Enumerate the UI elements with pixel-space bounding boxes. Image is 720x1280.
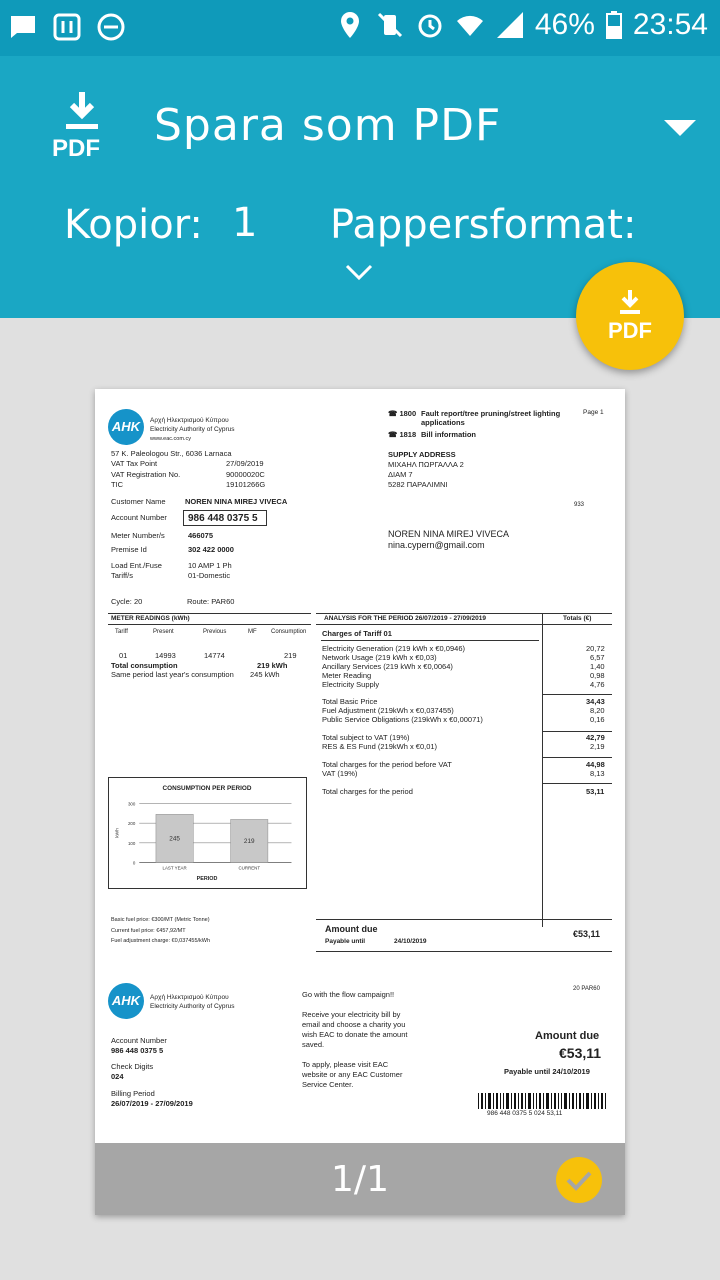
page-preview[interactable] [95,389,625,1215]
premise-id: 302 422 0000 [188,545,234,554]
fuel-note1: Basic fuel price: €300/MT (Metric Tonne) [111,917,210,923]
charge-label: Electricity Generation (219 kWh x €0,0946) [322,644,465,653]
recipient-email: nina.cypern@gmail.com [388,540,485,550]
tariff-label: Tariff/s [111,571,133,580]
paper-size-label[interactable]: Pappersformat: [330,202,637,248]
meter-number: 466075 [188,531,214,540]
x-tick-label: CURRENT [238,865,261,871]
location-icon [335,10,365,40]
signal-icon [495,10,525,40]
subject-vat-label: Total subject to VAT (19%) [322,733,410,742]
pdf-icon-label: PDF [52,135,100,162]
consumption-chart [108,777,307,889]
account-number: 986 448 0375 5 [188,513,258,524]
org-name-en-stub: Electricity Authority of Cyprus [150,1003,235,1010]
vat-reg-label: VAT Registration No. [111,470,181,479]
charge-value: 1,40 [590,662,605,671]
charge-value: 20,72 [586,644,605,653]
recipient-name: NOREN NINA MIREJ VIVECA [388,529,510,539]
vat: 8,13 [590,769,605,778]
vat-label: VAT (19%) [322,769,358,778]
customer-name-label: Customer Name [111,497,166,506]
x-tick-label: LAST YEAR [162,865,187,871]
save-pdf-button[interactable] [576,262,684,370]
phone2: ☎ 1818 [388,430,417,439]
charge-label: Meter Reading [322,671,372,680]
cycle-value: 20 [133,597,143,606]
load-value: 10 AMP 1 Ph [188,561,232,570]
wifi-icon [455,10,485,40]
fuel-adj-label: Fuel Adjustment (219kWh x €0,037455) [322,706,454,715]
barcode-text: 986 448 0375 5 024 53,11 [487,1110,563,1117]
total-consumption-label: Total consumption [111,661,178,670]
mr-cell: 219 [284,651,297,660]
charge-value: 4,76 [590,680,605,689]
phone2-number: 1818 [399,430,417,439]
route-value: PAR60 [211,597,235,606]
copies-input[interactable]: 1 [232,200,258,246]
amount-due: €53,11 [573,929,601,939]
vat-reg: 90000020C [226,470,265,479]
status-bar [0,0,720,56]
supply-address-label: SUPPLY ADDRESS [388,450,456,459]
charge-value: 6,57 [590,653,605,662]
chevron-down-icon[interactable] [344,262,374,282]
stub-period: 26/07/2019 - 27/09/2019 [111,1099,193,1108]
res: 2,19 [590,742,605,751]
settings-app-icon [52,12,82,42]
message-icon [8,12,38,42]
phone1: ☎ 1800 [388,409,417,418]
payable-date: 24/10/2019 [394,938,427,945]
stub-check: 024 [111,1072,124,1081]
code-933: 933 [574,502,585,508]
eac-logo: AHK [108,409,144,445]
basic-price-label: Total Basic Price [322,697,378,706]
basic-price: 34,43 [586,697,605,706]
mr-header: MF [248,629,257,635]
supply-line3: 5282 ΠΑΡΑΛΙΜΝΙ [388,480,448,489]
barcode [478,1093,608,1109]
clock: 23:54 [632,8,708,41]
stub-code: 20 PAR60 [573,986,600,992]
org-name-en: Electricity Authority of Cyprus [150,426,235,433]
flow-line8: Service Center. [302,1080,354,1089]
res-label: RES & ES Fund (219kWh x €0,01) [322,742,438,751]
charge-label: Network Usage (219 kWh x €0,03) [322,653,437,662]
same-period: 245 kWh [250,670,280,679]
org-name-gr: Αρχή Ηλεκτρισμού Κύπρου [150,417,229,424]
charge-value: 0,98 [590,671,605,680]
phone1-text: Fault report/tree pruning/street lighting applications [421,409,561,427]
bar-value-label: 219 [243,837,255,845]
flow-line4: wish EAC to donate the amount [302,1030,408,1039]
org-name-gr-stub: Αρχή Ηλεκτρισμού Κύπρου [150,994,229,1001]
supply-line2: ΔΙΑΜ 7 [388,470,413,479]
flow-line1: Go with the flow campaign!! [302,990,395,999]
pdf-download-icon [52,92,112,162]
page-selected-checkbox[interactable] [556,1157,602,1203]
charges-label: Charges of Tariff 01 [322,629,392,638]
mr-header: Present [153,629,174,635]
mr-cell: 14993 [155,651,176,660]
account-label: Account Number [111,513,167,522]
x-axis-label: PERIOD [196,876,218,883]
pso-label: Public Service Obligations (219kWh x €0,00071) [322,715,483,724]
customer-name: NOREN NINA MIREJ VIVECA [185,497,288,506]
mr-cell: 01 [119,651,128,660]
y-tick-label: 100 [127,840,136,846]
premise-label: Premise Id [111,545,147,554]
cycle-label: Cycle: [111,597,132,606]
tariff-value: 01-Domestic [188,571,231,580]
dropdown-arrow-icon[interactable] [664,120,696,136]
org-web: www.eac.com.cy [150,436,191,442]
org-address: 57 K. Paleologou Str., 6036 Larnaca [111,449,232,458]
fuel-note2: Current fuel price: €457,92/MT [111,928,186,934]
page-indicator-bar [95,1143,625,1215]
charge-label: Ancillary Services (219 kWh x €0,0064) [322,662,453,671]
stub-check-label: Check Digits [111,1062,154,1071]
bar-value-label: 245 [169,835,180,843]
pso: 0,16 [590,715,605,724]
y-tick-label: 300 [127,801,136,807]
route-label: Route: [187,597,210,606]
totals-label: Totals (€) [563,615,592,622]
eac-logo-stub: AHK [108,983,144,1019]
vibrate-mute-icon [375,10,405,40]
checkmark-icon [556,1157,602,1203]
stub-payable: Payable until 24/10/2019 [504,1067,590,1076]
analysis-label: ANALYSIS FOR THE PERIOD 26/07/2019 - 27/09/2019 [324,615,486,622]
do-not-disturb-icon [96,12,126,42]
before-vat-label: Total charges for the period before VAT [322,760,452,769]
mr-header: Tariff [115,629,128,635]
flow-line6: To apply, please visit EAC [302,1060,389,1069]
tic-label: TIC [111,480,124,489]
mr-cell: 14774 [204,651,225,660]
same-period-label: Same period last year's consumption [111,670,234,679]
battery-percent: 46% [534,8,595,41]
supply-line1: ΜΙΧΑΗΛ ΠΩΡΓΑΛΛΑ 2 [388,460,464,469]
stub-account-label: Account Number [111,1036,167,1045]
cycle-route [111,597,142,606]
chart-canvas [109,778,306,888]
flow-line2: Receive your electricity bill by [302,1010,401,1019]
download-icon [616,290,644,316]
vat-tax-point: 27/09/2019 [226,459,264,468]
charge-label: Electricity Supply [322,680,380,689]
amount-due-label: Amount due [325,924,378,934]
flow-line3: email and choose a charity you [302,1020,406,1029]
vat-tax-point-label: VAT Tax Point [111,459,158,468]
mr-header: Previous [203,629,227,635]
page-number: Page 1 [583,409,604,416]
meter-readings-label: METER READINGS (kWh) [111,615,190,622]
flow-line5: saved. [302,1040,325,1049]
tic: 19101266G [226,480,266,489]
subject-vat: 42,79 [586,733,605,742]
before-vat: 44,98 [586,760,605,769]
stub-account: 986 448 0375 5 [111,1046,164,1055]
fab-label: PDF [608,318,652,343]
fuel-adj: 8,20 [590,706,605,715]
stub-amount-due: €53,11 [559,1045,602,1061]
chart-title: CONSUMPTION PER PERIOD [162,784,252,792]
mr-header: Consumption [271,629,307,635]
y-tick-label: 0 [132,860,136,866]
battery-icon [605,10,623,40]
meter-label: Meter Number/s [111,531,165,540]
flow-line7: website or any EAC Customer [302,1070,403,1079]
stub-period-label: Billing Period [111,1089,155,1098]
total-period: 53,11 [586,787,605,796]
y-tick-label: 200 [127,821,136,827]
stub-amount-due-label: Amount due [535,1030,600,1042]
total-consumption: 219 kWh [257,661,288,670]
page-indicator: 1/1 [331,1159,389,1200]
phone2-text: Bill information [421,430,476,439]
phone1-number: 1800 [399,409,417,418]
total-period-label: Total charges for the period [322,787,413,796]
route [187,597,234,606]
y-axis-label: kWh [115,828,121,838]
payable-label: Payable until [325,938,366,945]
fuel-note3: Fuel adjustment charge: €0,037455/kWh [111,938,211,944]
load-label: Load Ent./Fuse [111,561,162,570]
alarm-icon [415,10,445,40]
copies-label: Kopior: [64,202,203,248]
printer-select[interactable]: Spara som PDF [154,100,502,151]
